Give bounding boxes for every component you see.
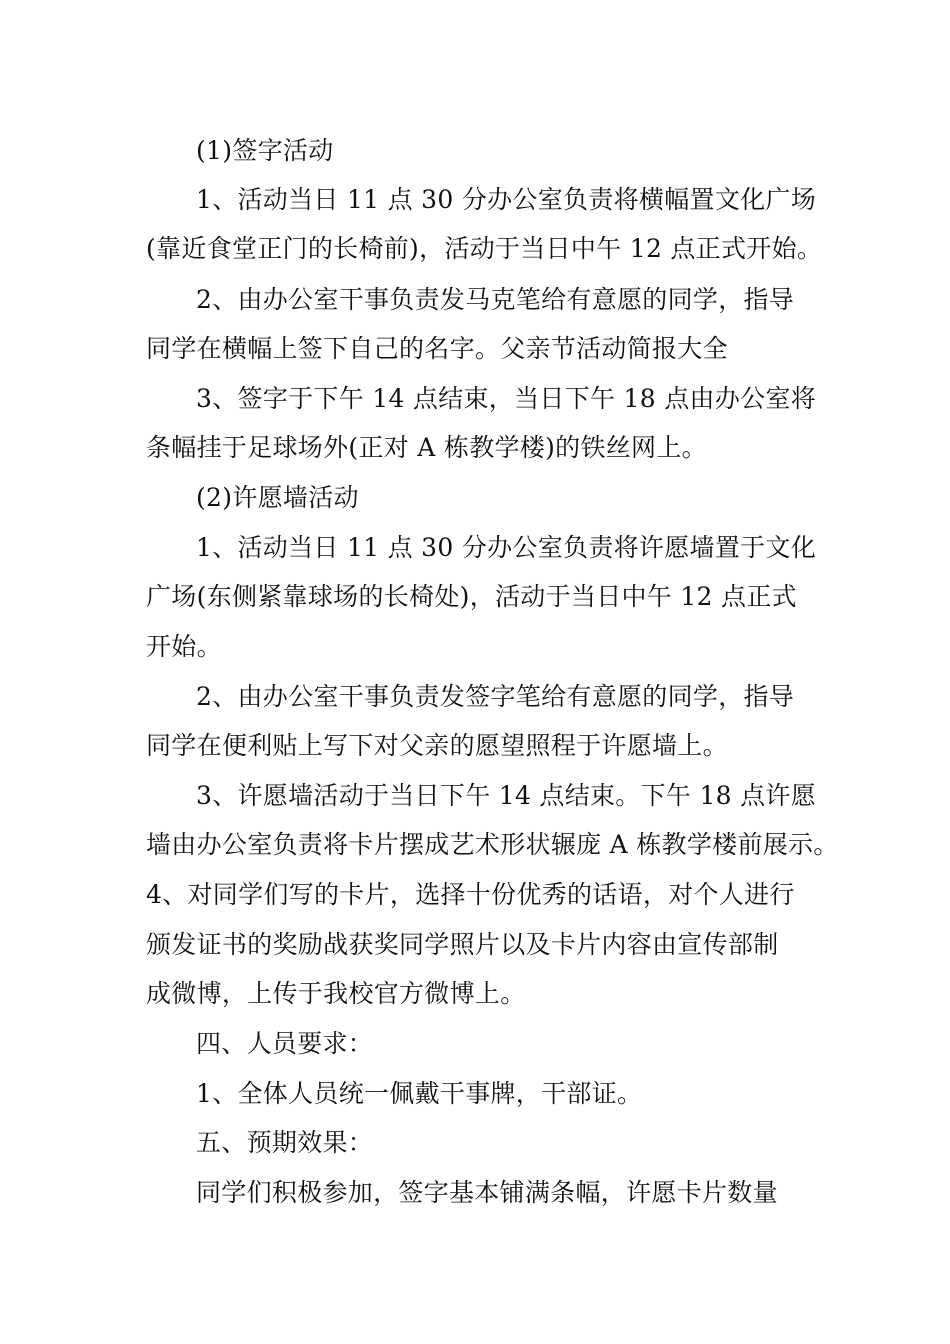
- paragraph-line: 1、活动当日 11 点 30 分办公室负责将许愿墙置于文化: [196, 533, 817, 562]
- section-heading-signing: (1)签字活动: [196, 136, 334, 165]
- paragraph-line: 同学们积极参加，签字基本铺满条幅，许愿卡片数量: [196, 1178, 778, 1207]
- paragraph-line: 颁发证书的奖励战获奖同学照片以及卡片内容由宣传部制: [146, 930, 779, 959]
- paragraph-line: 同学在横幅上签下自己的名字。父亲节活动简报大全: [146, 334, 728, 363]
- paragraph-line: 4、对同学们写的卡片，选择十份优秀的话语，对个人进行: [146, 880, 795, 909]
- paragraph-line: 3、许愿墙活动于当日下午 14 点结束。下午 18 点许愿: [196, 781, 817, 810]
- paragraph-line: (靠近食堂正门的长椅前)，活动于当日中午 12 点正式开始。: [146, 234, 823, 263]
- section-heading-wishwall: (2)许愿墙活动: [196, 483, 359, 512]
- paragraph-line: 广场(东侧紧靠球场的长椅处)，活动于当日中午 12 点正式: [146, 582, 797, 611]
- paragraph-line: 条幅挂于足球场外(正对 A 栋教学楼)的铁丝网上。: [146, 433, 707, 462]
- paragraph-line: 成微博，上传于我校官方微博上。: [146, 979, 526, 1008]
- section-heading-staff: 四、人员要求：: [196, 1029, 374, 1058]
- paragraph-line: 1、全体人员统一佩戴干事牌，干部证。: [196, 1079, 643, 1108]
- paragraph-line: 开始。: [146, 632, 222, 661]
- paragraph-line: 墙由办公室负责将卡片摆成艺术形状辗庞 A 栋教学楼前展示。: [146, 830, 839, 859]
- section-heading-effect: 五、预期效果：: [196, 1128, 374, 1157]
- paragraph-line: 3、签字于下午 14 点结束，当日下午 18 点由办公室将: [196, 384, 817, 413]
- paragraph-line: 2、由办公室干事负责发马克笔给有意愿的同学，指导: [196, 285, 795, 314]
- paragraph-line: 同学在便利贴上写下对父亲的愿望照程于许愿墙上。: [146, 731, 728, 760]
- paragraph-line: 1、活动当日 11 点 30 分办公室负责将横幅置文化广场: [196, 185, 817, 214]
- paragraph-line: 2、由办公室干事负责发签字笔给有意愿的同学，指导: [196, 682, 795, 711]
